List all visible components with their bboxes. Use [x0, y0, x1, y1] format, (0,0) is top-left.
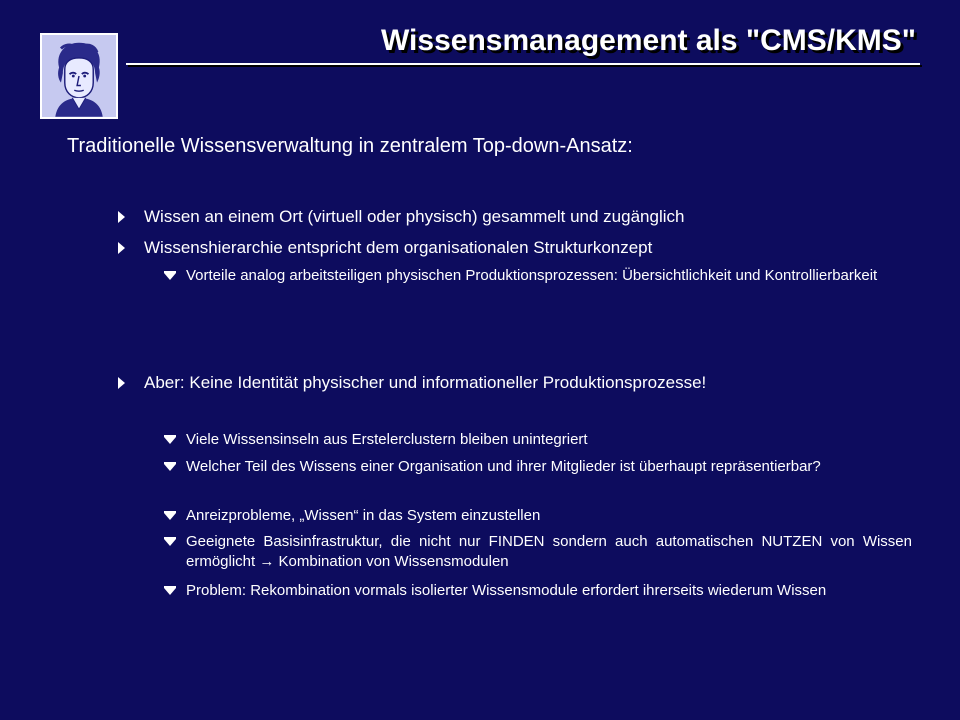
down-arrow-bar-icon [164, 273, 176, 280]
bullet-text: Aber: Keine Identität physischer und informationeller Produktionsprozesse! [144, 373, 707, 392]
sub-bullet-item [164, 266, 912, 286]
down-arrow-bar-icon [164, 588, 176, 595]
sub-bullet-item [164, 532, 912, 572]
sub-bullet-text-part: Geeignete Basisinfrastruktur, die nicht nur FINDEN sondern auch automatischen NUTZEN von Wissen ermöglicht [186, 533, 912, 570]
sub-bullet-item [164, 457, 912, 477]
sub-bullet-item [164, 506, 912, 526]
bullet-item [118, 206, 914, 228]
triangle-right-icon [118, 377, 125, 389]
sub-bullet-item [164, 430, 912, 450]
sub-bullet-text: Viele Wissensinseln aus Erstelerclustern bleiben unintegriert [186, 431, 588, 448]
intro-text: Traditionelle Wissensverwaltung in zentralem Top-down-Ansatz: [67, 135, 633, 157]
triangle-right-icon [118, 211, 125, 223]
sub-bullet-text: Anreizprobleme, „Wissen“ in das System einzustellen [186, 507, 541, 524]
right-arrow-icon: → [259, 553, 275, 570]
bullet-item [118, 237, 914, 259]
slide-title: Wissensmanagement als "CMS/KMS" [381, 24, 916, 57]
triangle-right-icon [118, 242, 125, 254]
bullet-text: Wissenshierarchie entspricht dem organisationalen Strukturkonzept [144, 238, 653, 257]
sub-bullet-text-part: Kombination von Wissensmodulen [274, 553, 509, 570]
bullet-text: Wissen an einem Ort (virtuell oder physisch) gesammelt und zugänglich [144, 207, 685, 226]
down-arrow-bar-icon [164, 513, 176, 520]
sub-bullet-item [164, 581, 912, 601]
sub-bullet-text: Welcher Teil des Wissens einer Organisation und ihrer Mitglieder ist überhaupt repräsentierbar? [186, 458, 821, 475]
sub-bullet-text [186, 532, 912, 572]
sub-bullet-text: Vorteile analog arbeitsteiligen physischen Produktionsprozessen: Übersichtlichkeit und Kontrollierbarkeit [186, 267, 878, 284]
down-arrow-bar-icon [164, 539, 176, 546]
bullet-item [118, 372, 914, 394]
down-arrow-bar-icon [164, 437, 176, 444]
down-arrow-bar-icon [164, 464, 176, 471]
sub-bullet-text: Problem: Rekombination vormals isolierter Wissensmodule erfordert ihrerseits wiederum Wissen [186, 582, 827, 599]
